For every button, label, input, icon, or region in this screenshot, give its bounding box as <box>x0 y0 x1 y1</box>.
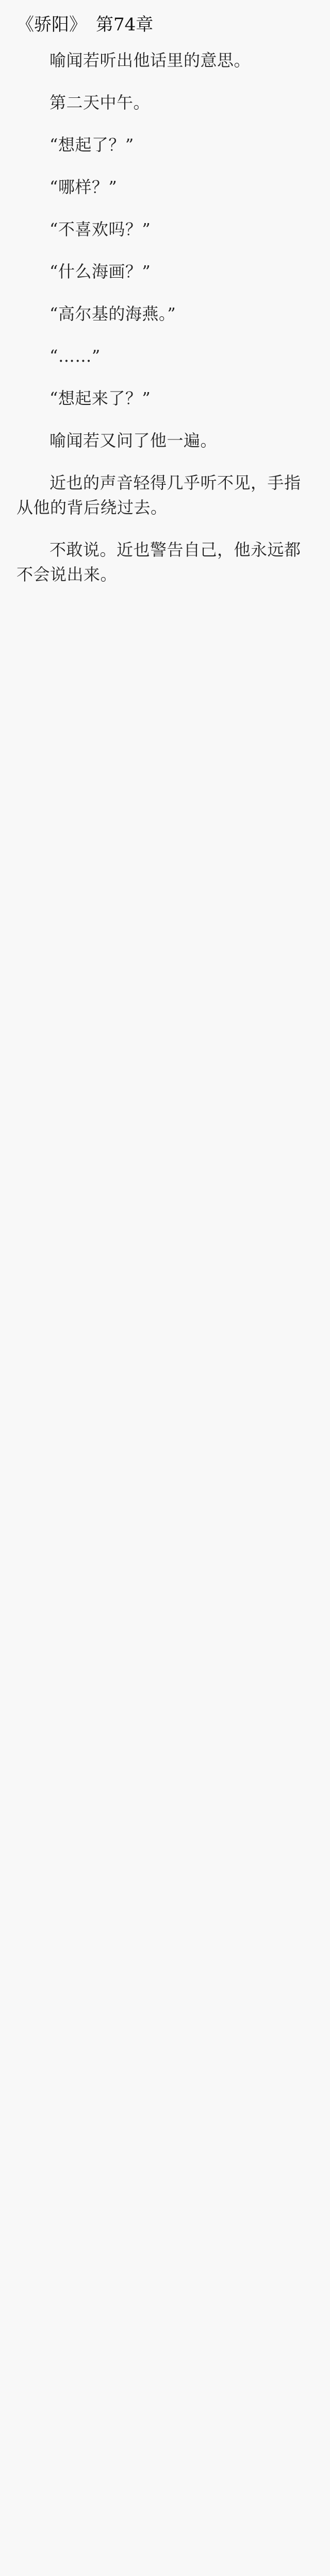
paragraph: “……” <box>50 346 101 366</box>
paragraph: “想起了？” <box>50 134 134 155</box>
paragraph: 第二天中午。 <box>50 92 151 112</box>
chapter-content <box>16 48 314 587</box>
book-title: 《骄阳》 <box>16 14 87 35</box>
paragraph: 喻闻若听出他话里的意思。 <box>50 50 251 70</box>
paragraph: “哪样？” <box>50 177 118 197</box>
paragraph: “不喜欢吗？” <box>50 219 151 239</box>
paragraph: 近也的声音轻得几乎听不见，手指从他的背后绕过去。 <box>16 472 301 517</box>
paragraph: “什么海画？” <box>50 261 151 281</box>
paragraph: 喻闻若又问了他一遍。 <box>50 430 218 450</box>
paragraph: “想起来了？” <box>50 388 151 408</box>
paragraph: “高尔基的海燕。” <box>50 303 176 324</box>
chapter-header <box>16 14 314 36</box>
paragraph: 不敢说。近也警告自己，他永远都不会说出来。 <box>16 539 301 584</box>
chapter-title: 第74章 <box>96 14 154 35</box>
